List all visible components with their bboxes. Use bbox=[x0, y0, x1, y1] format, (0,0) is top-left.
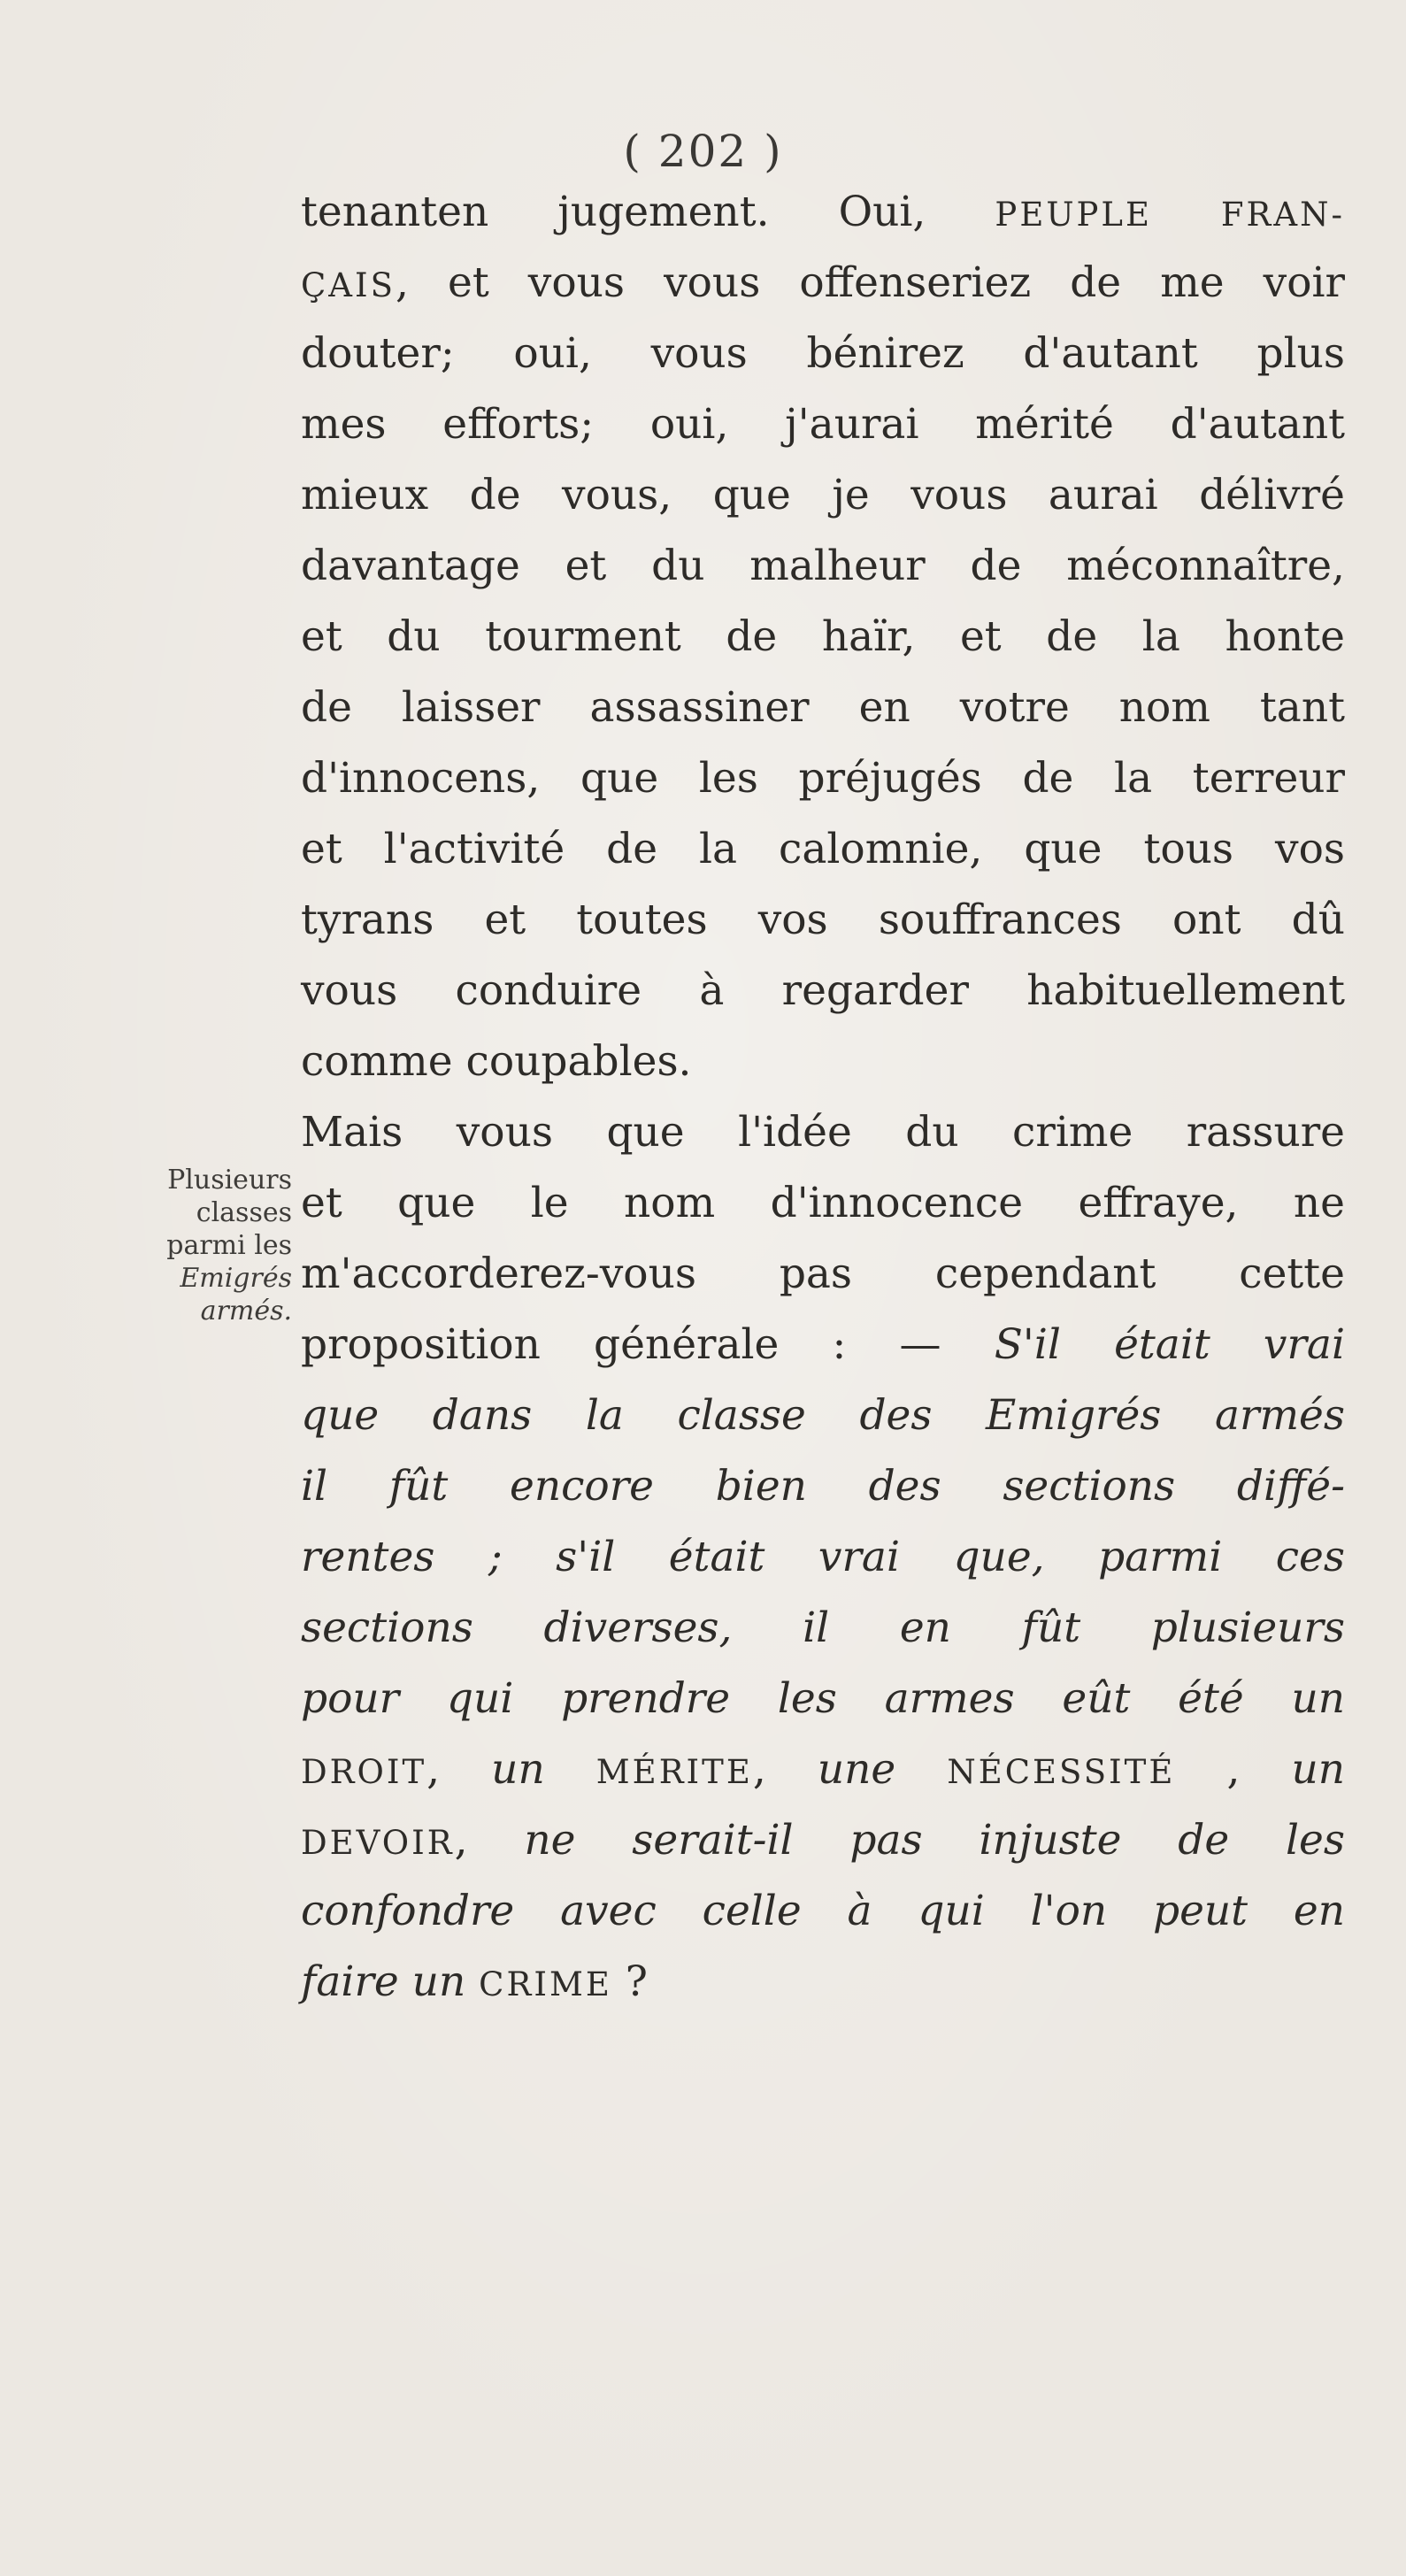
text-line bbox=[301, 1239, 1345, 1310]
italic-run: un bbox=[1291, 1745, 1346, 1794]
text-line bbox=[301, 1097, 1345, 1168]
text-run: et du tourment de haïr, et de la honte bbox=[301, 612, 1345, 661]
small-caps-run: MÉRITE bbox=[595, 1753, 753, 1791]
text-run: ? bbox=[611, 1957, 648, 2006]
text-line bbox=[301, 956, 1345, 1027]
text-run: , et vous vous offenseriez de me voir bbox=[396, 258, 1345, 307]
text-run: et que le nom d'innocence effraye, ne bbox=[301, 1179, 1345, 1227]
text-line bbox=[301, 1168, 1345, 1239]
text-line bbox=[301, 885, 1345, 956]
italic-run: confondre avec celle à qui l'on peut en bbox=[301, 1887, 1345, 1935]
text-line bbox=[301, 1380, 1345, 1451]
text-line bbox=[301, 1451, 1345, 1522]
text-run: et l'activité de la calomnie, que tous vos bbox=[301, 825, 1345, 873]
text-line bbox=[301, 1027, 1345, 1097]
margin-note bbox=[88, 1164, 292, 1327]
text-run: mieux de vous, que je vous aurai délivré bbox=[301, 471, 1345, 519]
text-line bbox=[301, 673, 1345, 743]
margin-note-line: classes bbox=[196, 1197, 292, 1228]
small-caps-run: CRIME bbox=[479, 1965, 612, 2003]
text-run: d'innocens, que les préjugés de la terreur bbox=[301, 754, 1345, 803]
italic-run: un bbox=[491, 1745, 596, 1794]
text-line bbox=[301, 1522, 1345, 1593]
text-line bbox=[301, 460, 1345, 531]
text-run: davantage et du malheur de méconnaître, bbox=[301, 542, 1345, 590]
text-run: , bbox=[454, 1816, 525, 1865]
text-run: Mais vous que l'idée du crime rassure bbox=[301, 1108, 1345, 1157]
text-line bbox=[301, 1593, 1345, 1664]
text-run: douter; oui, vous bénirez d'autant plus bbox=[301, 329, 1345, 378]
text-run: de laisser assassiner en votre nom tant bbox=[301, 683, 1345, 732]
text-line bbox=[301, 531, 1345, 602]
text-run: , bbox=[426, 1745, 492, 1794]
small-caps-run: PEUPLE FRAN- bbox=[995, 196, 1345, 234]
margin-note-line: parmi les bbox=[166, 1230, 292, 1261]
italic-run: sections diverses, il en fût plusieurs bbox=[301, 1603, 1345, 1652]
text-line bbox=[301, 602, 1345, 673]
text-line bbox=[301, 1947, 1345, 2018]
margin-note-line: Plusieurs bbox=[167, 1165, 292, 1196]
text-run: tenanten jugement. Oui, bbox=[301, 188, 995, 236]
text-run: comme coupables. bbox=[301, 1037, 692, 1086]
margin-note-line: armés. bbox=[200, 1296, 292, 1326]
text-line bbox=[301, 1805, 1345, 1876]
italic-run: S'il était vrai bbox=[994, 1320, 1345, 1369]
text-line bbox=[301, 814, 1345, 885]
text-run: , bbox=[1175, 1745, 1292, 1794]
small-caps-run: ÇAIS bbox=[301, 266, 396, 304]
text-run: , bbox=[752, 1745, 818, 1794]
italic-run: pour qui prendre les armes eût été un bbox=[301, 1674, 1345, 1723]
text-line bbox=[301, 177, 1345, 248]
text-line bbox=[301, 319, 1345, 389]
text-line bbox=[301, 743, 1345, 814]
small-caps-run: NÉCESSITÉ bbox=[947, 1753, 1176, 1791]
text-run: proposition générale : — bbox=[301, 1320, 995, 1369]
text-line bbox=[301, 1876, 1345, 1947]
text-line bbox=[301, 1310, 1345, 1380]
italic-run: faire un bbox=[301, 1957, 480, 2006]
small-caps-run: DEVOIR bbox=[301, 1824, 455, 1862]
italic-run: que dans la classe des Emigrés armés bbox=[301, 1391, 1345, 1440]
margin-note-line: Emigrés bbox=[180, 1263, 292, 1294]
body-text bbox=[301, 177, 1345, 2018]
page-number: ( 202 ) bbox=[623, 126, 783, 177]
text-line bbox=[301, 1664, 1345, 1734]
italic-run: il fût encore bien des sections diffé- bbox=[301, 1462, 1345, 1511]
text-run: vous conduire à regarder habituellement bbox=[301, 966, 1345, 1015]
small-caps-run: DROIT bbox=[301, 1753, 427, 1791]
text-run: mes efforts; oui, j'aurai mérité d'autant bbox=[301, 400, 1345, 449]
text-run: m'accorderez-vous pas cependant cette bbox=[301, 1250, 1345, 1298]
italic-run: une bbox=[817, 1745, 948, 1794]
text-line bbox=[301, 1734, 1345, 1805]
text-run: tyrans et toutes vos souffrances ont dû bbox=[301, 896, 1345, 944]
italic-run: ne serait-il pas injuste de les bbox=[524, 1816, 1345, 1865]
text-line bbox=[301, 389, 1345, 460]
text-line bbox=[301, 248, 1345, 319]
italic-run: rentes ; s'il était vrai que, parmi ces bbox=[301, 1533, 1345, 1581]
